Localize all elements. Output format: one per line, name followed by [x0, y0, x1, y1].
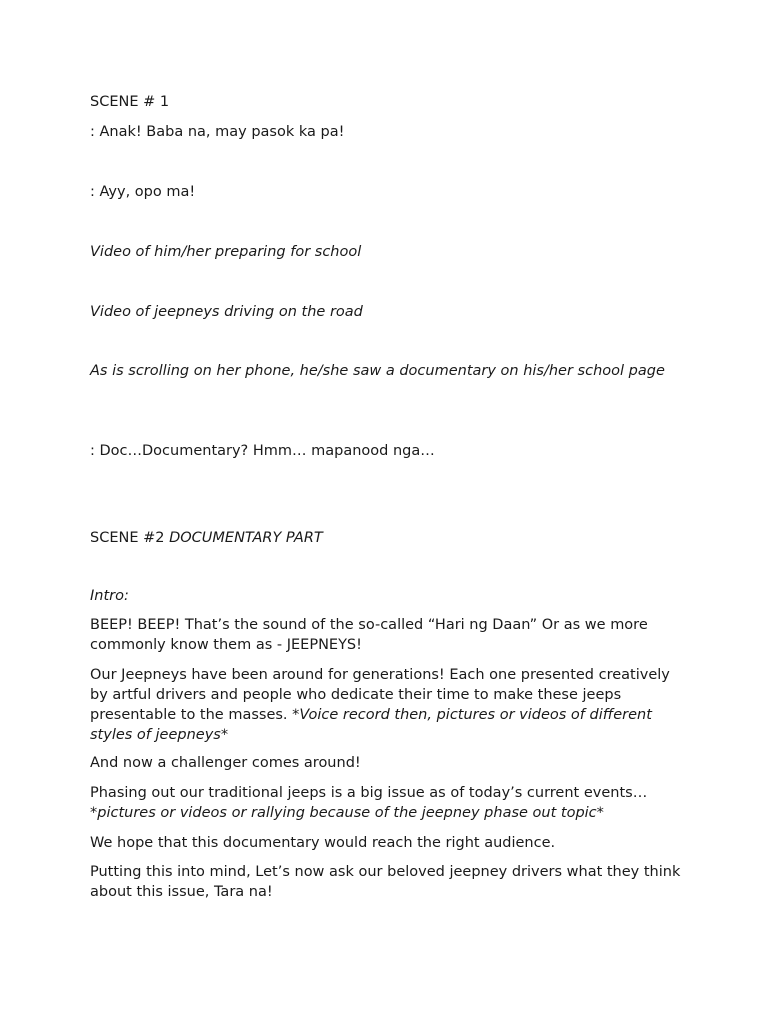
dialogue-line-documentary: : Doc…Documentary? Hmm… mapanood nga…: [90, 443, 435, 459]
paragraph-phase-out-end: *: [596, 805, 604, 821]
dialogue-line-mother: : Anak! Baba na, may pasok ka pa!: [90, 124, 345, 140]
stage-direction-jeepneys: Video of jeepneys driving on the road: [90, 304, 363, 320]
paragraph-beep: BEEP! BEEP! That’s the sound of the so-called “Hari ng Daan” Or as we more commonly know them as - JEEPNEYS!: [90, 617, 648, 653]
paragraph-jeepneys-generations: [90, 665, 690, 745]
stage-direction-scrolling: As is scrolling on her phone, he/she saw a documentary on his/her school page: [90, 363, 665, 379]
paragraph-jeepneys-end: *: [220, 727, 229, 743]
intro-label: Intro:: [90, 588, 129, 604]
paragraph-challenger: And now a challenger comes around!: [90, 755, 361, 771]
scene-2-heading-title: DOCUMENTARY PART: [169, 530, 323, 546]
paragraph-jeepneys-direction: Voice record then, pictures or videos of different styles of jeepneys: [90, 707, 652, 743]
scene-1-heading: SCENE # 1: [90, 94, 170, 110]
paragraph-jeepneys-text: Our Jeepneys have been around for generations! Each one presented creatively by artful drivers and people who dedicate their time to make these jeeps presentable to the masses. *: [90, 667, 670, 723]
paragraph-audience: We hope that this documentary would reach the right audience.: [90, 835, 556, 851]
paragraph-phase-out: [90, 783, 690, 823]
paragraph-tara-na: Putting this into mind, Let’s now ask our beloved jeepney drivers what they think about this issue, Tara na!: [90, 864, 681, 900]
stage-direction-preparing: Video of him/her preparing for school: [90, 244, 362, 260]
scene-2-heading-prefix: SCENE #2: [90, 530, 170, 546]
paragraph-phase-out-text: Phasing out our traditional jeeps is a big issue as of today’s current events… *: [90, 785, 648, 821]
scene-2-heading: [90, 528, 690, 548]
dialogue-line-child: : Ayy, opo ma!: [90, 184, 196, 200]
paragraph-phase-out-direction: pictures or videos or rallying because of the jeepney phase out topic: [97, 805, 597, 821]
